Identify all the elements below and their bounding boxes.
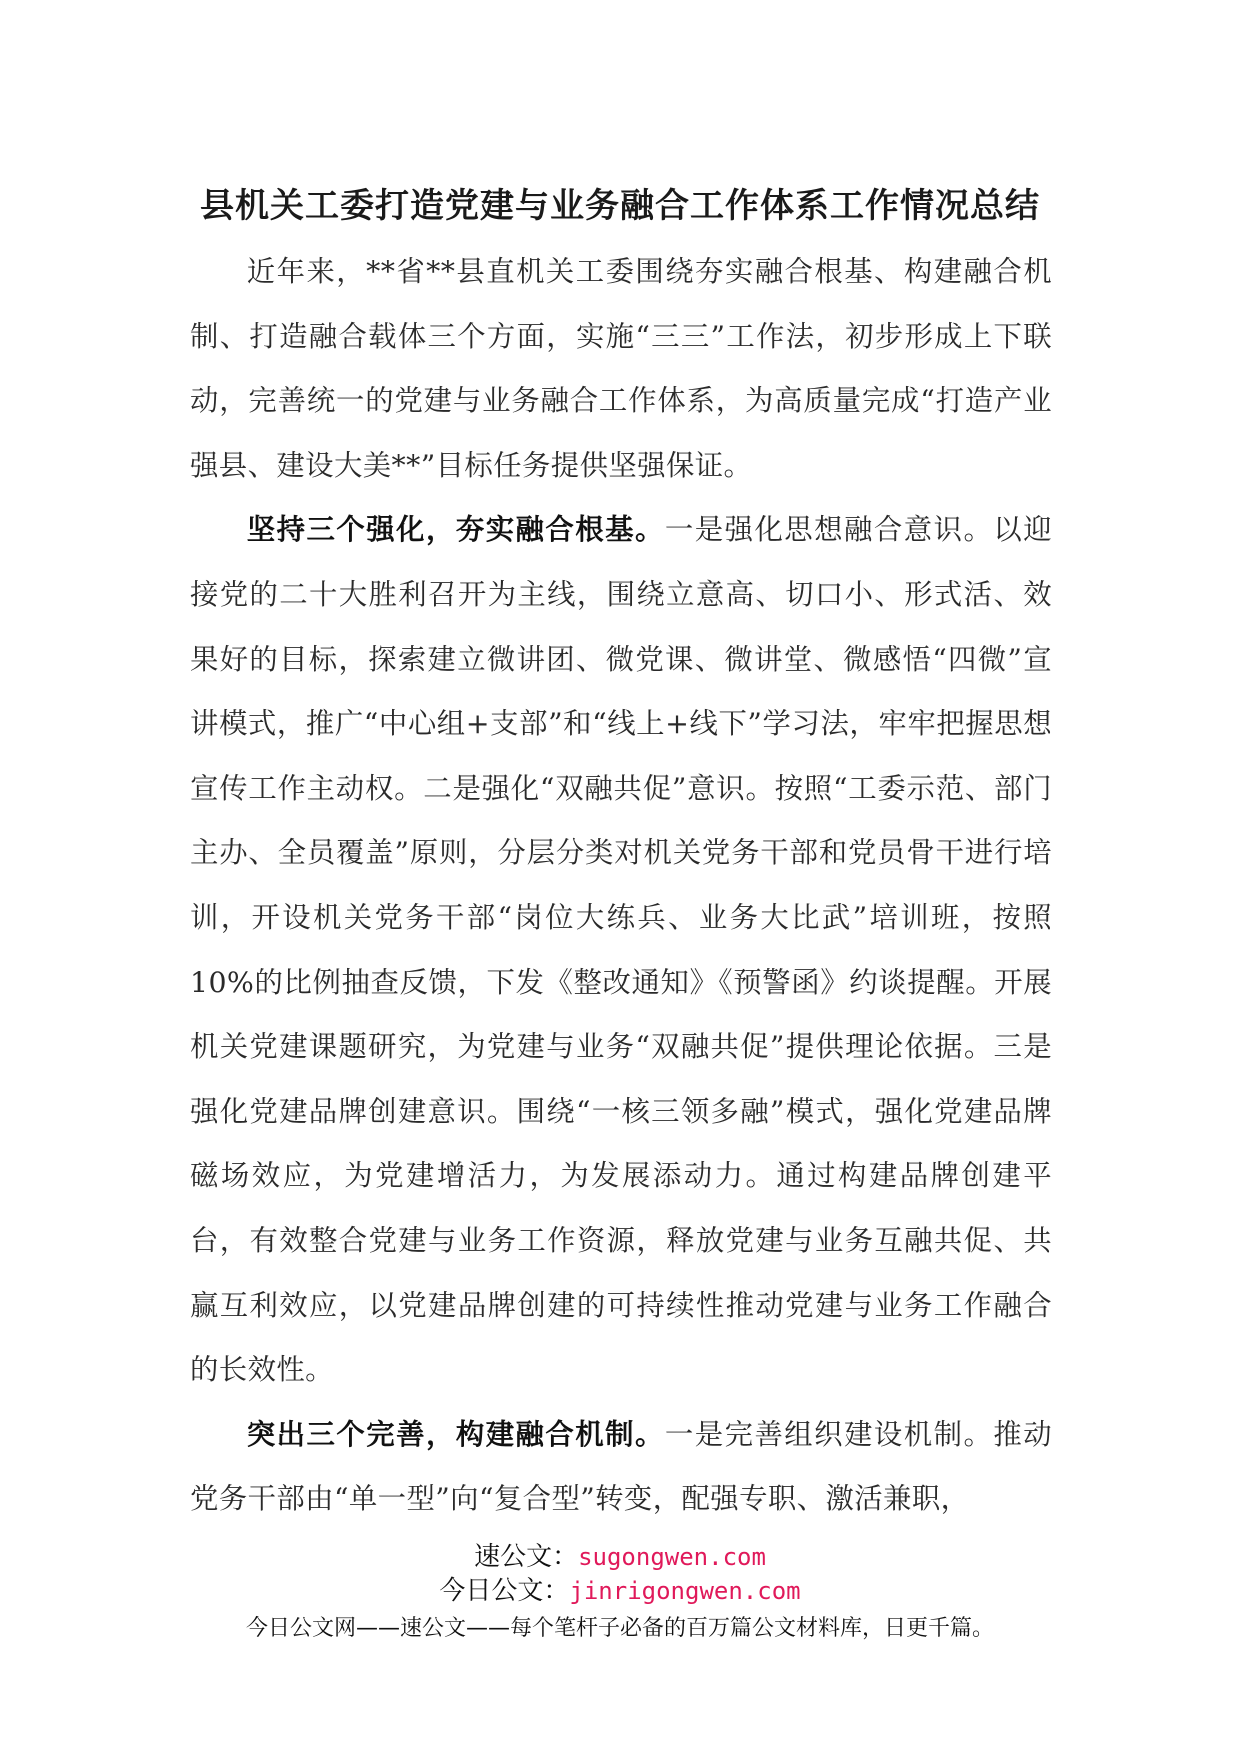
paragraph-text: 一是强化思想融合意识。以迎接党的二十大胜利召开为主线，围绕立意高、切口小、形式活、效果好的目标，探索建立微讲团、微党课、微讲堂、微感悟“四微”宣讲模式，推广“中心组+支部”和“线上+线下”学习法，牢牢把握思想宣传工作主动权。二是强化“双融共促”意识。按照“工委示范、部门主办、全员覆盖”原则，分层分类对机关党务干部和党员骨干进行培训，开设机关党务干部“岗位大练兵、业务大比武”培训班，按照10%的比例抽查反馈，下发《整改通知》《预警函》约谈提醒。开展机关党建课题研究，为党建与业务“双融共促”提供理论依据。三是强化党建品牌创建意识。围绕“一核三领多融”模式，强化党建品牌磁场效应，为党建增活力，为发展添动力。通过构建品牌创建平台，有效整合党建与业务工作资源，释放党建与业务互融共促、共赢互利效应，以党建品牌创建的可持续性推动党建与业务工作融合的长效性。	[190, 513, 1052, 1387]
footer-slogan: 今日公文网——速公文——每个笔杆子必备的百万篇公文材料库，日更千篇。	[245, 1616, 994, 1641]
paragraph-section-2	[190, 1403, 1052, 1532]
footer-watermark	[0, 1540, 1240, 1646]
document-body	[190, 240, 1052, 1532]
paragraph-intro	[190, 240, 1052, 498]
footer-link-jinrigongwen[interactable]: jinrigongwen.com	[569, 1577, 801, 1605]
footer-line-sugongwen	[0, 1540, 1240, 1574]
document-title: 县机关工委打造党建与业务融合工作体系工作情况总结	[200, 186, 1040, 226]
paragraph-lead: 坚持三个强化，夯实融合根基。	[246, 513, 665, 547]
paragraph-text: 近年来，**省**县直机关工委围绕夯实融合根基、构建融合机制、打造融合载体三个方面，实施“三三”工作法，初步形成上下联动，完善统一的党建与业务融合工作体系，为高质量完成“打造产业强县、建设大美**”目标任务提供坚强保证。	[190, 255, 1052, 482]
footer-label: 速公文：	[474, 1542, 579, 1572]
paragraph-section-1	[190, 498, 1052, 1402]
paragraph-text: 一是完善组织建设机制。推动党务干部由“单一型”向“复合型”转变，配强专职、激活兼职，	[190, 1417, 1052, 1516]
footer-label: 今日公文：	[439, 1576, 570, 1606]
footer-line-jinrigongwen	[0, 1574, 1240, 1608]
paragraph-lead: 突出三个完善，构建融合机制。	[246, 1417, 665, 1451]
footer-link-sugongwen[interactable]: sugongwen.com	[578, 1543, 766, 1571]
